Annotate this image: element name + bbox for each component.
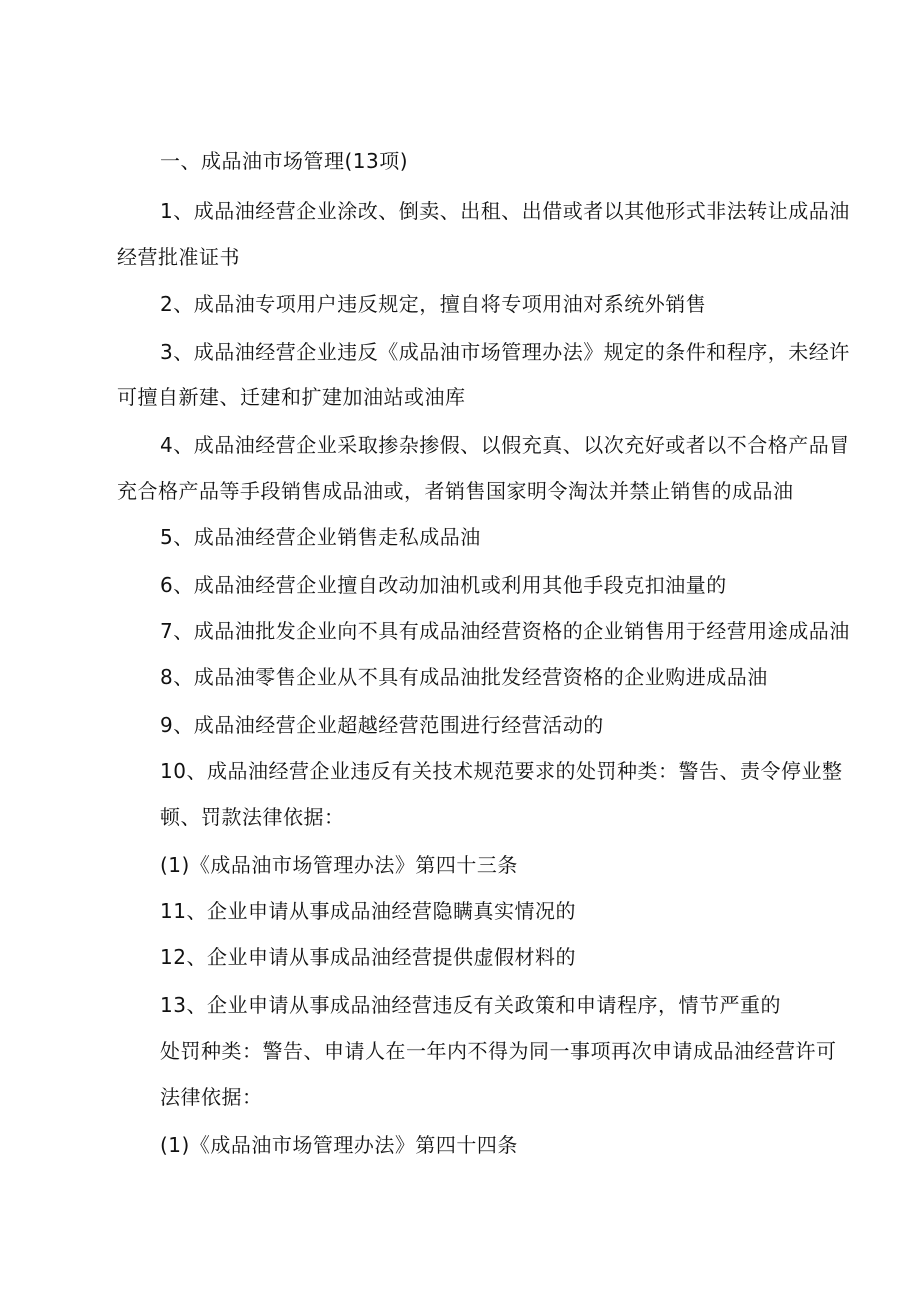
item-1-line-2: 经营批准证书: [117, 245, 240, 269]
item-6: 6、成品油经营企业擅自改动加油机或利用其他手段克扣油量的: [160, 573, 727, 597]
item-3-line-1: 3、成品油经营企业违反《成品油市场管理办法》规定的条件和程序，未经许: [160, 340, 850, 364]
item-9: 9、成品油经营企业超越经营范围进行经营活动的: [160, 713, 604, 737]
item-2: 2、成品油专项用户违反规定，擅自将专项用油对系统外销售: [160, 292, 707, 316]
item-12: 12、企业申请从事成品油经营提供虚假材料的: [160, 945, 576, 969]
item-4-line-1: 4、成品油经营企业采取掺杂掺假、以假充真、以次充好或者以不合格产品冒: [160, 433, 850, 457]
item-11: 11、企业申请从事成品油经营隐瞒真实情况的: [160, 899, 576, 923]
item-7: 7、成品油批发企业向不具有成品油经营资格的企业销售用于经营用途成品油: [160, 619, 850, 643]
item-13: 13、企业申请从事成品油经营违反有关政策和申请程序，情节严重的: [160, 993, 781, 1017]
item-10-line-1: 10、成品油经营企业违反有关技术规范要求的处罚种类：警告、责令停业整: [160, 759, 843, 783]
penalty-types: 处罚种类：警告、申请人在一年内不得为同一事项再次申请成品油经营许可: [160, 1039, 837, 1063]
item-8: 8、成品油零售企业从不具有成品油批发经营资格的企业购进成品油: [160, 665, 768, 689]
item-10-legal-basis: (1)《成品油市场管理办法》第四十三条: [160, 853, 518, 877]
item-3-line-2: 可擅自新建、迁建和扩建加油站或油库: [117, 385, 466, 409]
item-1-line-1: 1、成品油经营企业涂改、倒卖、出租、出借或者以其他形式非法转让成品油: [160, 199, 850, 223]
section-heading: 一、成品油市场管理(13项): [160, 149, 409, 173]
item-10-line-2: 顿、罚款法律依据：: [160, 805, 345, 829]
legal-basis-label: 法律依据：: [160, 1085, 263, 1109]
item-5: 5、成品油经营企业销售走私成品油: [160, 525, 481, 549]
item-4-line-2: 充合格产品等手段销售成品油或，者销售国家明令淘汰并禁止销售的成品油: [117, 479, 794, 503]
legal-basis-article: (1)《成品油市场管理办法》第四十四条: [160, 1133, 518, 1157]
